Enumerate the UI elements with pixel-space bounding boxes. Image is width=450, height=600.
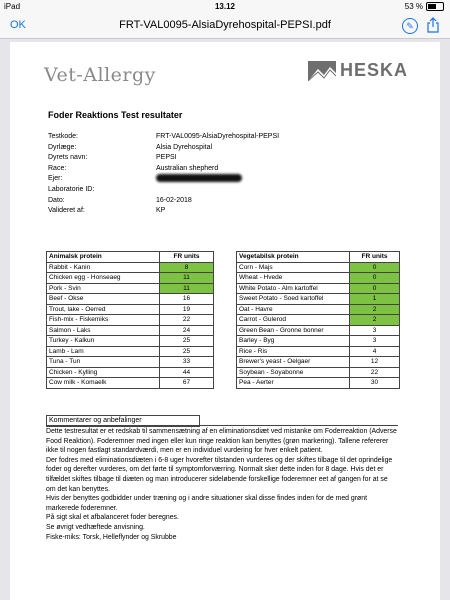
vet-allergy-logo: Vet-Allergy bbox=[44, 64, 156, 86]
fr-units-cell: 22 bbox=[350, 367, 400, 378]
fr-units-cell: 11 bbox=[160, 283, 214, 294]
column-header: Animalsk protein bbox=[47, 252, 160, 263]
info-label: Dato: bbox=[48, 196, 65, 204]
food-name-cell: Carrot - Gulerod bbox=[237, 315, 350, 326]
food-name-cell: Sweet Potato - Soed kartoffel bbox=[237, 294, 350, 305]
table-row bbox=[237, 378, 400, 389]
info-value: Alsia Dyrehospital bbox=[156, 143, 213, 151]
fr-units-cell: 25 bbox=[160, 346, 214, 357]
done-button[interactable]: OK bbox=[10, 19, 26, 31]
animal-protein-table bbox=[46, 251, 214, 389]
food-name-cell: Chicken egg - Honseaeg bbox=[47, 273, 160, 284]
table-row bbox=[237, 367, 400, 378]
food-name-cell: Lamb - Lam bbox=[47, 346, 160, 357]
info-label: Race: bbox=[48, 164, 67, 172]
table-row bbox=[237, 283, 400, 294]
info-label: Dyrets navn: bbox=[48, 154, 88, 162]
table-row bbox=[47, 325, 214, 336]
food-name-cell: Tuna - Tun bbox=[47, 357, 160, 368]
table-row bbox=[47, 283, 214, 294]
table-row bbox=[47, 294, 214, 305]
table-row bbox=[237, 336, 400, 347]
info-label: Dyrlæge: bbox=[48, 143, 77, 151]
table-row bbox=[237, 262, 400, 273]
comment-paragraph: Se øvrigt vedhæftede anvisning. bbox=[46, 523, 145, 531]
table-row bbox=[47, 367, 214, 378]
fr-units-cell: 0 bbox=[350, 273, 400, 284]
food-name-cell: Green Bean - Gronne bonner bbox=[237, 325, 350, 336]
comment-paragraph: Der fodres med eliminationsdiæten i 6-8 uger hvorefter tilstanden vurderes og der skiftes tilbage til det oprindelige foder og derefter vurderes, om det førte til symptomforværring. Normalt sker dette inden for 8 dage. Hvis det er tilfældet skiftes tilbage til diæten og man introducerer sideløbende forskellige foderemner eet af gangen for at se om det kan benyttes. bbox=[46, 456, 393, 493]
comment-paragraph: Dette testresultat er et redskab til sammensætning af en eliminationsdiæt ved mistanke om Foderreaktion (Adverse Food Reaktion). Foderemner med ingen eller kun ringe reaktion kan benyttes (grøn markering). Tallene refererer ikke til nogen fastlagt standardværdi, men er en individuel vurdering for hver enkelt patient. bbox=[46, 428, 397, 455]
comment-paragraph: Hvis der benyttes godbidder under træning og i andre situationer skal disse findes inden for de med grønt markerede foderemner. bbox=[46, 495, 367, 512]
info-row bbox=[48, 206, 279, 217]
fr-units-cell: 30 bbox=[350, 378, 400, 389]
table-row bbox=[47, 273, 214, 284]
fr-units-cell: 1 bbox=[350, 294, 400, 305]
battery-percent: 53 % bbox=[404, 2, 423, 11]
food-name-cell: Salmon - Laks bbox=[47, 325, 160, 336]
info-row bbox=[48, 164, 279, 175]
fr-units-cell: 67 bbox=[160, 378, 214, 389]
clock: 13.12 bbox=[214, 2, 236, 11]
info-value: KP bbox=[156, 207, 166, 215]
fr-units-cell: 12 bbox=[350, 357, 400, 368]
pdf-page[interactable] bbox=[10, 42, 440, 600]
fr-units-cell: 0 bbox=[350, 283, 400, 294]
food-name-cell: Rabbit - Kanin bbox=[47, 262, 160, 273]
fr-units-cell: 4 bbox=[350, 346, 400, 357]
table-row bbox=[237, 346, 400, 357]
food-name-cell: Turkey - Kalkun bbox=[47, 336, 160, 347]
redacted-owner bbox=[156, 174, 242, 182]
table-row bbox=[47, 304, 214, 315]
table-row bbox=[237, 273, 400, 284]
fr-units-cell: 8 bbox=[160, 262, 214, 273]
status-bar bbox=[0, 0, 450, 14]
food-name-cell: Beef - Okse bbox=[47, 294, 160, 305]
battery-icon bbox=[426, 2, 444, 11]
info-label: Valideret af: bbox=[48, 207, 85, 215]
food-name-cell: Soybean - Soyabonne bbox=[237, 367, 350, 378]
table-row bbox=[237, 357, 400, 368]
fr-units-cell: 2 bbox=[350, 304, 400, 315]
info-label: Ejer: bbox=[48, 175, 63, 183]
food-name-cell: Pork - Svin bbox=[47, 283, 160, 294]
food-name-cell: White Potato - Alm kartoffel bbox=[237, 283, 350, 294]
table-row bbox=[47, 315, 214, 326]
fr-units-cell: 19 bbox=[160, 304, 214, 315]
fr-units-cell: 33 bbox=[160, 357, 214, 368]
comments-heading: Kommentarer og anbefalinger bbox=[46, 415, 200, 427]
status-right bbox=[405, 2, 444, 11]
table-row bbox=[237, 315, 400, 326]
info-label: Testkode: bbox=[48, 133, 78, 140]
fr-units-cell: 3 bbox=[350, 336, 400, 347]
fr-units-cell: 25 bbox=[160, 336, 214, 347]
info-label: Laboratorie ID: bbox=[48, 185, 95, 193]
table-row bbox=[47, 357, 214, 368]
markup-pen-icon[interactable]: ✎ bbox=[402, 18, 418, 34]
food-name-cell: Chicken - Kylling bbox=[47, 367, 160, 378]
info-row bbox=[48, 153, 279, 164]
table-row bbox=[237, 325, 400, 336]
fr-units-cell: 3 bbox=[350, 325, 400, 336]
table-row bbox=[47, 336, 214, 347]
food-name-cell: Oat - Havre bbox=[237, 304, 350, 315]
food-name-cell: Cow milk - Komaelk bbox=[47, 378, 160, 389]
document-title: FRT-VAL0095-AlsiaDyrehospital-PEPSI.pdf bbox=[119, 19, 331, 31]
fr-units-cell: 22 bbox=[160, 315, 214, 326]
info-value: PEPSI bbox=[156, 154, 177, 162]
table-row bbox=[237, 304, 400, 315]
fr-units-cell: 2 bbox=[350, 315, 400, 326]
food-name-cell: Barley - Byg bbox=[237, 336, 350, 347]
info-row bbox=[48, 132, 279, 143]
heska-wordmark: HESKA bbox=[340, 60, 409, 80]
column-header: Vegetabilsk protein bbox=[237, 252, 350, 263]
table-row bbox=[237, 294, 400, 305]
food-name-cell: Brewer's yeast - Oelgaer bbox=[237, 357, 350, 368]
share-icon[interactable] bbox=[426, 17, 440, 33]
fr-units-cell: 16 bbox=[160, 294, 214, 305]
info-row bbox=[48, 185, 279, 196]
comment-paragraph: Fiske-miks: Torsk, Helleflynder og Skrubbe bbox=[46, 533, 177, 541]
fr-units-cell: 11 bbox=[160, 273, 214, 284]
fr-units-cell: 0 bbox=[350, 262, 400, 273]
table-row bbox=[47, 346, 214, 357]
food-name-cell: Rice - Ris bbox=[237, 346, 350, 357]
table-row bbox=[47, 262, 214, 273]
navigation-bar bbox=[0, 14, 450, 39]
heska-mountain-icon bbox=[308, 61, 336, 81]
info-row bbox=[48, 143, 279, 154]
info-value: 16-02-2018 bbox=[156, 196, 192, 204]
info-row bbox=[48, 174, 279, 185]
fr-units-cell: 24 bbox=[160, 325, 214, 336]
comments-body bbox=[46, 425, 398, 542]
info-row bbox=[48, 196, 279, 207]
food-name-cell: Wheat - Hvede bbox=[237, 273, 350, 284]
column-header: FR units bbox=[160, 252, 214, 263]
report-heading: Foder Reaktions Test resultater bbox=[48, 110, 183, 120]
heska-logo bbox=[308, 60, 408, 81]
food-name-cell: Pea - Aerter bbox=[237, 378, 350, 389]
info-value: FRT-VAL0095-AlsiaDyrehospital-PEPSI bbox=[156, 133, 280, 140]
patient-info bbox=[48, 132, 279, 217]
fr-units-cell: 44 bbox=[160, 367, 214, 378]
comment-paragraph: På sigt skal et afbalanceret foder beregnes. bbox=[46, 514, 179, 522]
info-value: Australian shepherd bbox=[156, 164, 219, 172]
food-name-cell: Trout, lake - Oerred bbox=[47, 304, 160, 315]
table-row bbox=[47, 378, 214, 389]
food-name-cell: Fish-mix - Fiskemiks bbox=[47, 315, 160, 326]
carrier-label: iPad bbox=[4, 2, 21, 11]
vegetable-protein-table bbox=[236, 251, 400, 389]
column-header: FR units bbox=[350, 252, 400, 263]
food-name-cell: Corn - Majs bbox=[237, 262, 350, 273]
